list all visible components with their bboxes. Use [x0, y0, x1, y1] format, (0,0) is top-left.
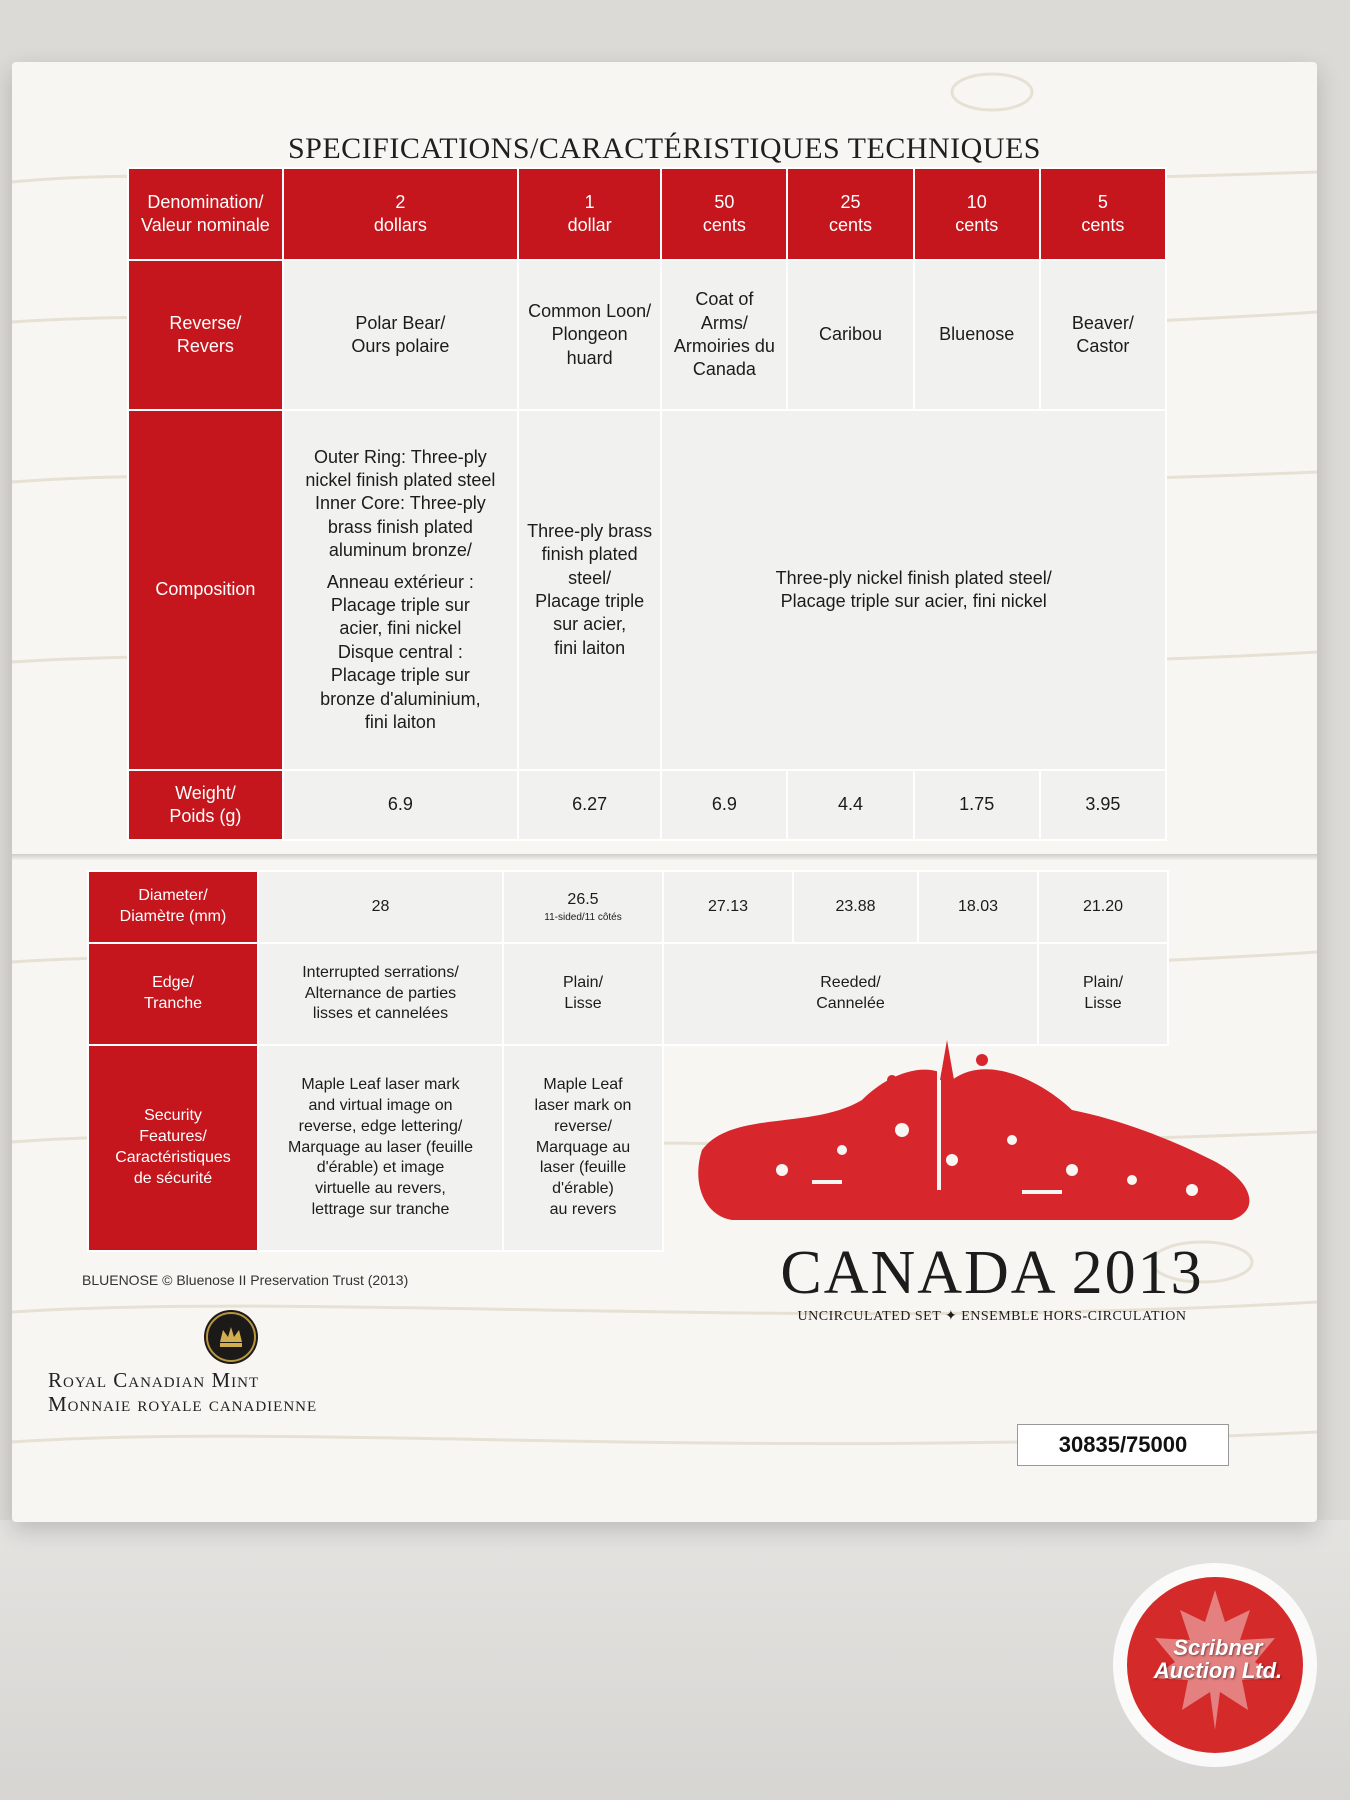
denomination-number: 2 — [395, 191, 406, 212]
reverse-cell: Beaver/ Castor — [1040, 260, 1166, 410]
denomination-label — [128, 168, 283, 260]
composition-fr: Anneau extérieur : Placage triple sur acier, fini nickel Disque central : Placage triple sur bronze d'aluminium, fini laiton — [320, 571, 481, 732]
edge-label — [88, 943, 258, 1045]
auction-watermark-text: Scribner Auction Ltd. — [1153, 1635, 1283, 1684]
edge-reeded: Reeded/ Cannelée — [663, 943, 1038, 1045]
denomination-row — [128, 168, 1166, 260]
reverse-label-en: Reverse/ — [169, 312, 242, 333]
diameter-label-fr: Diamètre (mm) — [119, 908, 227, 925]
denomination-number: 1 — [584, 191, 595, 212]
edge-5-cent: Plain/ Lisse — [1038, 943, 1168, 1045]
edge-2-dollar: Interrupted serrations/ Alternance de parties lisses et cannelées — [258, 943, 503, 1045]
subtitle-fr: ENSEMBLE HORS-CIRCULATION — [961, 1309, 1187, 1324]
diameter-cell: 21.20 — [1038, 871, 1168, 943]
weight-cell: 6.9 — [661, 770, 787, 840]
weight-row — [128, 770, 1166, 840]
canada-icons-illustration — [692, 1040, 1262, 1230]
denomination-number: 25 — [840, 191, 861, 212]
security-2-dollar: Maple Leaf laser mark and virtual image on reverse, edge lettering/ Marquage au laser (feuille d'érable) et image virtuelle au revers, lettrage sur tranche — [258, 1045, 503, 1251]
weight-cell: 6.9 — [283, 770, 518, 840]
diameter-label-en: Diameter/ — [138, 887, 208, 905]
denomination-unit: cents — [955, 215, 999, 235]
denomination-number: 5 — [1097, 191, 1108, 212]
reverse-cell: Polar Bear/ Ours polaire — [283, 260, 518, 410]
reverse-cell: Common Loon/ Plongeon huard — [518, 260, 661, 410]
reverse-row — [128, 260, 1166, 410]
copyright-note: BLUENOSE © Bluenose II Preservation Trust (2013) — [82, 1272, 409, 1288]
diameter-cell-loonie — [503, 871, 663, 943]
denomination-number: 10 — [966, 191, 987, 212]
composition-2-dollar — [283, 410, 518, 770]
edge-label-fr: Tranche — [143, 995, 203, 1012]
denomination-unit: cents — [829, 215, 873, 235]
weight-label-fr: Poids (g) — [169, 806, 242, 826]
mint-logo — [204, 1310, 258, 1364]
card-fold — [12, 854, 1317, 860]
denomination-unit: cents — [1081, 215, 1125, 235]
weight-cell: 3.95 — [1040, 770, 1166, 840]
mint-name-fr: Monnaie royale canadienne — [48, 1392, 318, 1416]
serial-number-box: 30835/75000 — [1017, 1424, 1229, 1466]
denomination-label-en: Denomination/ — [147, 191, 264, 212]
weight-label — [128, 770, 283, 840]
reverse-cell: Coat of Arms/ Armoiries du Canada — [661, 260, 787, 410]
composition-row — [128, 410, 1166, 770]
weight-label-en: Weight/ — [175, 782, 236, 803]
composition-1-dollar: Three-ply brass finish plated steel/ Placage triple sur acier, fini laiton — [518, 410, 661, 770]
spec-table-upper — [127, 167, 1167, 841]
reverse-label — [128, 260, 283, 410]
diameter-row — [88, 871, 1168, 943]
denomination-1-dollar — [518, 168, 661, 260]
canada-2013-title: CANADA 2013 — [780, 1239, 1204, 1307]
reverse-label-fr: Revers — [176, 336, 234, 356]
canada-subtitle — [712, 1308, 1272, 1325]
weight-cell: 6.27 — [518, 770, 661, 840]
weight-cell: 1.75 — [914, 770, 1040, 840]
mint-crown-icon — [204, 1310, 258, 1364]
denomination-unit: dollar — [567, 215, 612, 235]
denomination-50-cents — [661, 168, 787, 260]
denomination-10-cents — [914, 168, 1040, 260]
reverse-cell: Bluenose — [914, 260, 1040, 410]
diameter-cell: 23.88 — [793, 871, 918, 943]
diameter-cell: 18.03 — [918, 871, 1038, 943]
security-label: Security Features/ Caractéristiques de sécurité — [88, 1045, 258, 1251]
diameter-label — [88, 871, 258, 943]
denomination-25-cents — [787, 168, 913, 260]
composition-others: Three-ply nickel finish plated steel/ Placage triple sur acier, fini nickel — [661, 410, 1166, 770]
denomination-label-fr: Valeur nominale — [141, 215, 270, 235]
diameter-cell: 27.13 — [663, 871, 793, 943]
edge-1-dollar: Plain/ Lisse — [503, 943, 663, 1045]
composition-label: Composition — [128, 410, 283, 770]
specification-card — [12, 62, 1317, 1522]
denomination-5-cents — [1040, 168, 1166, 260]
weight-cell: 4.4 — [787, 770, 913, 840]
reverse-cell: Caribou — [787, 260, 913, 410]
subtitle-en: UNCIRCULATED SET — [797, 1309, 941, 1324]
diameter-cell: 28 — [258, 871, 503, 943]
edge-label-en: Edge/ — [152, 974, 194, 992]
denomination-unit: cents — [702, 215, 746, 235]
denomination-unit: dollars — [373, 215, 427, 235]
composition-en: Outer Ring: Three-ply nickel finish plated steel Inner Core: Three-ply brass finish plated aluminum bronze/ — [305, 446, 496, 561]
diameter-value: 26.5 — [567, 891, 599, 909]
security-1-dollar: Maple Leaf laser mark on reverse/ Marquage au laser (feuille d'érable) au revers — [503, 1045, 663, 1251]
maple-leaf-icon: ✦ — [945, 1309, 962, 1324]
diameter-note: 11-sided/11 côtés — [544, 911, 622, 923]
page-title: SPECIFICATIONS/CARACTÉRISTIQUES TECHNIQUES — [287, 132, 1041, 165]
mint-name-en: Royal Canadian Mint — [48, 1368, 260, 1392]
edge-row — [88, 943, 1168, 1045]
denomination-number: 50 — [714, 191, 735, 212]
denomination-2-dollars — [283, 168, 518, 260]
